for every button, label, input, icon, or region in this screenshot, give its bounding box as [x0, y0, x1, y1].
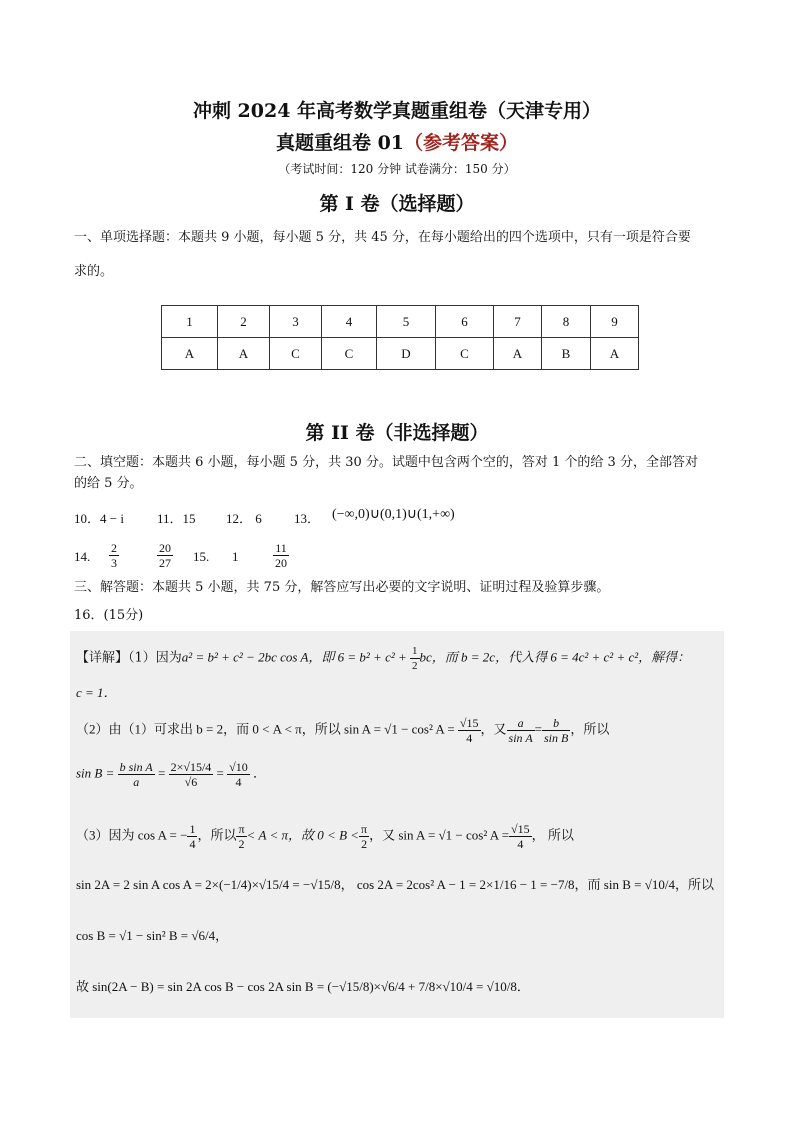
- answer-table-number-row: [162, 306, 639, 338]
- solution-part1-lead: （1）因为: [128, 650, 182, 666]
- answer-cell: A: [162, 338, 218, 370]
- fraction-numerator: √15: [459, 716, 479, 730]
- answer-q13-value: (−∞,0)∪(0,1)∪(1,+∞): [332, 507, 455, 522]
- fraction-denominator: 2: [412, 660, 418, 672]
- solution-half-fraction: [410, 644, 420, 673]
- solution-line-sinB: sin B = $\frac{\text{b sin A}}{a}$ = $\frac{2\times√15/4}{√6}$ = $\frac{√10}{4}$ ．: [76, 760, 266, 789]
- fraction-numerator: 11: [273, 541, 289, 556]
- solution-part3-lead: （3）因为 cos A = −: [76, 827, 188, 843]
- fraction-numerator: b: [542, 716, 570, 731]
- answer-q15-b: [273, 541, 289, 570]
- answer-q14-a: [109, 541, 119, 570]
- document-title: 冲刺 2024 年高考数学真题重组卷（天津专用）: [192, 100, 602, 122]
- fraction-denominator: 2: [361, 837, 368, 851]
- fraction-denominator: a: [133, 775, 140, 789]
- answer-cell: A: [591, 338, 639, 370]
- question-number: 2: [218, 306, 270, 338]
- solution-line-cosB: cos B = √1 − sin² B = √6/4，: [76, 928, 229, 943]
- question-number: 3: [270, 306, 322, 338]
- question-number: 9: [591, 306, 639, 338]
- fraction-denominator: sin B: [544, 731, 569, 745]
- fraction-denominator: 27: [159, 556, 171, 570]
- answer-table-answer-row: [162, 338, 639, 370]
- part1-heading: 第 I 卷（选择题）: [319, 193, 475, 215]
- fraction-numerator: 1: [412, 645, 418, 657]
- solution-line-sin2A: sin 2A = 2 sin A cos A = 2×(−1/4)×√15/4 = −√15/8， cos 2A = 2cos² A − 1 = 2×1/16 − 1 = −7/8，而 sin B = √10/4，所以: [76, 877, 714, 892]
- fill-instructions-line2: 的给 5 分。: [74, 476, 143, 491]
- fill-instructions-line1: 二、填空题：本题共 6 小题，每小题 5 分，共 30 分。试题中包含两个空的，答对 1 个的给 3 分，全部答对: [74, 455, 698, 470]
- fraction-numerator: 2: [111, 541, 117, 555]
- fraction-denominator: 2: [238, 837, 245, 851]
- solution-part2-frac-1: [458, 716, 481, 745]
- answer-cell: A: [494, 338, 542, 370]
- answer-q14-label: 14.: [74, 549, 91, 564]
- subtitle-tag: （参考答案）: [404, 132, 519, 154]
- answer-cell: D: [377, 338, 436, 370]
- solution-part2-lead: （2）由（1）可求出 b = 2，而 0 < A < π，所以 sin A = √1 − cos² A =: [76, 721, 458, 737]
- answer-cell: C: [322, 338, 377, 370]
- answer-q14-b: [157, 541, 173, 570]
- fraction-denominator: 4: [189, 837, 196, 851]
- solution-tag: 【详解】: [76, 650, 129, 666]
- solution-sinB-frac-3: [227, 760, 250, 789]
- answer-q10: 10．4 − i: [74, 511, 124, 526]
- solution-part1-result: c = 1．: [76, 685, 117, 700]
- solution-part3-frac-2: [236, 822, 246, 851]
- solution-part2-eq: =: [534, 721, 542, 737]
- solution-line-1: [76, 644, 690, 673]
- answer-q11: 11．15: [157, 511, 196, 526]
- solution-part3-tail: ， 所以: [531, 827, 574, 843]
- solution-line-part3: [76, 822, 574, 851]
- solution-part2-tail: ，所以: [570, 721, 610, 737]
- solution-part1-eq-a: a² = b² + c² − 2bc cos A，即 6 = b² + c² +: [181, 649, 411, 665]
- fraction-numerator: √10: [229, 760, 248, 774]
- solution-part2-frac-3: [542, 716, 570, 745]
- fraction-denominator: 3: [111, 556, 117, 570]
- question-number: 6: [436, 306, 494, 338]
- answer-q15-a: 1: [232, 549, 239, 564]
- solution-part3-mid: ，所以: [197, 827, 237, 843]
- answer-q12: 12． 6: [226, 511, 262, 526]
- solution-line-final: 故 sin(2A − B) = sin 2A cos B − cos 2A sin B = (−√15/8)×√6/4 + 7/8×√10/4 = √10/8．: [76, 979, 530, 994]
- solution-part3-frac-4: [509, 822, 532, 851]
- question-16-label: 16．(15分): [74, 608, 144, 623]
- answer-q13-label: 13．: [294, 511, 321, 526]
- solution-sinB-frac-1: [118, 760, 155, 789]
- solution-part3-mid3: ，又 sin A = √1 − cos² A =: [369, 827, 510, 843]
- fraction-denominator: 4: [466, 731, 473, 745]
- fraction-denominator: 20: [275, 556, 287, 570]
- fraction-denominator: √6: [184, 775, 198, 789]
- part2-heading: 第 II 卷（非选择题）: [305, 422, 489, 444]
- answer-cell: C: [270, 338, 322, 370]
- fraction-denominator: 4: [235, 775, 242, 789]
- fraction-numerator: a: [507, 716, 535, 731]
- solution-line-part2: [76, 716, 609, 745]
- solution-part3-frac-3: [359, 822, 369, 851]
- exam-info: （考试时间：120 分钟 试卷满分：150 分）: [278, 162, 516, 176]
- fraction-denominator: 4: [517, 837, 524, 851]
- answer-cell: A: [218, 338, 270, 370]
- solve-instructions: 三、解答题：本题共 5 小题，共 75 分，解答应写出必要的文字说明、证明过程及验算步骤。: [74, 580, 610, 595]
- solution-sinB-frac-2: [169, 760, 214, 789]
- question-number: 1: [162, 306, 218, 338]
- subtitle-main: 真题重组卷 01: [275, 132, 405, 154]
- fraction-numerator: 1: [189, 822, 196, 836]
- question-number: 5: [377, 306, 436, 338]
- solution-part2-frac-2: [507, 716, 535, 745]
- fraction-denominator: sin A: [508, 731, 533, 745]
- fraction-numerator: √15: [511, 822, 530, 836]
- solution-part3-mid2: < A < π，故 0 < B <: [246, 827, 360, 843]
- solution-part2-mid: ，又: [480, 721, 507, 737]
- solution-sinB-lead: sin B =: [76, 765, 115, 781]
- part1-instructions-line1: 一、单项选择题：本题共 9 小题，每小题 5 分，共 45 分，在每小题给出的四个选项中，只有一项是符合要: [74, 230, 691, 245]
- question-number: 4: [322, 306, 377, 338]
- solution-part1-eq-b: bc，而 b = 2c，代入得 6 = 4c² + c² + c²，解得：: [419, 649, 691, 665]
- fraction-numerator: b sin A: [119, 760, 153, 774]
- answer-table: [161, 305, 639, 370]
- document-subtitle: [0, 128, 794, 155]
- fraction-numerator: 20: [159, 541, 171, 555]
- fraction-numerator: π: [361, 822, 368, 836]
- solution-part3-frac-1: [187, 822, 197, 851]
- answer-cell: C: [436, 338, 494, 370]
- fraction-numerator: π: [238, 822, 245, 836]
- answer-cell: B: [542, 338, 591, 370]
- part1-instructions-line2: 求的。: [74, 264, 114, 279]
- fraction-numerator: 2×√15/4: [170, 760, 212, 774]
- question-number: 8: [542, 306, 591, 338]
- question-number: 7: [494, 306, 542, 338]
- answer-q15-label: 15.: [193, 549, 210, 564]
